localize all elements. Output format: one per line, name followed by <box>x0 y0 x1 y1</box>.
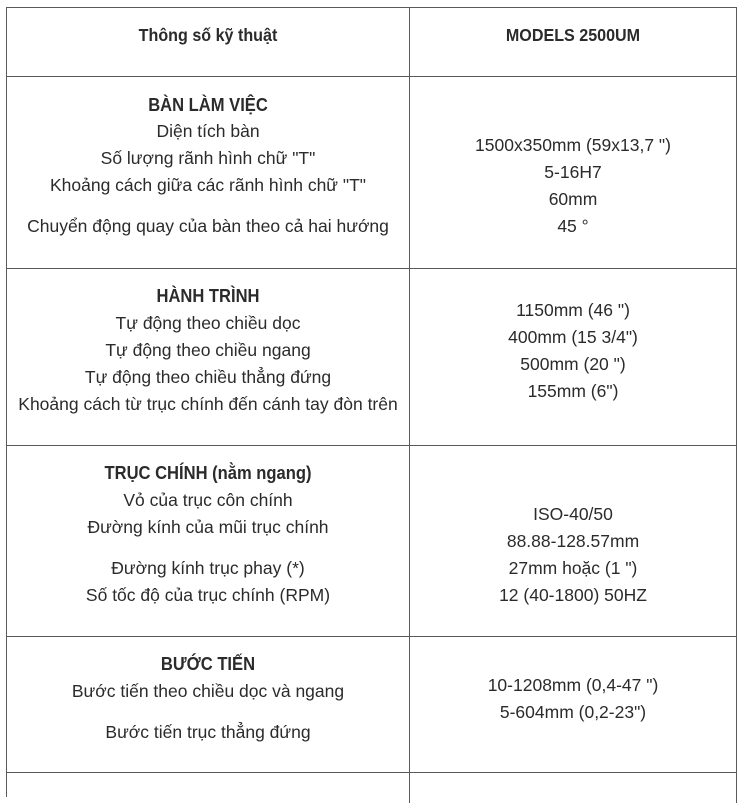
spec-value: 1500x350mm (59x13,7 ") <box>475 135 671 155</box>
partial-cell-right <box>410 773 737 803</box>
spec-value: 27mm hoặc (1 ") <box>508 558 638 578</box>
partial-cell-left <box>7 773 410 803</box>
spec-value: 12 (40-1800) 50HZ <box>499 585 647 605</box>
spec-label: Tự động theo chiều dọc <box>115 313 301 333</box>
work-table-values-cell <box>410 77 737 268</box>
spec-value: ISO-40/50 <box>533 504 613 524</box>
header-model-label: MODELS 2500UM <box>505 25 641 45</box>
spec-label: Chuyển động quay của bàn theo cả hai hướng <box>27 216 389 236</box>
header-cell-spec <box>7 8 410 76</box>
travel-values-cell <box>410 269 737 445</box>
header-spec-label: Thông số kỹ thuật <box>138 25 278 45</box>
spec-label: Bước tiến trục thẳng đứng <box>105 722 311 742</box>
table-row-feed <box>7 637 737 773</box>
section-title: TRỤC CHÍNH (nằm ngang) <box>104 463 312 483</box>
work-table-labels-cell <box>7 77 410 268</box>
spec-label: Đường kính của mũi trục chính <box>87 517 329 537</box>
spec-label: Vỏ của trục côn chính <box>123 490 293 510</box>
table-row-work-table <box>7 77 737 269</box>
spec-label: Đường kính trục phay (*) <box>111 558 305 578</box>
spec-label: Tự động theo chiều thẳng đứng <box>84 367 332 387</box>
spec-value: 155mm (6") <box>527 381 619 401</box>
spec-label: Khoảng cách từ trục chính đến cánh tay đòn trên <box>18 394 398 414</box>
section-title: BƯỚC TIẾN <box>160 654 256 674</box>
spindle-labels-cell <box>7 446 410 636</box>
spec-value: 500mm (20 ") <box>520 354 626 374</box>
table-header-row <box>7 8 737 77</box>
spec-table <box>6 7 737 797</box>
spec-label: Bước tiến theo chiều dọc và ngang <box>71 681 345 701</box>
feed-labels-cell <box>7 637 410 772</box>
spec-label: Số lượng rãnh hình chữ "T" <box>100 148 316 168</box>
travel-labels-cell <box>7 269 410 445</box>
spec-value: 400mm (15 3/4") <box>508 327 638 347</box>
spec-value: 5-16H7 <box>544 162 602 182</box>
header-cell-model <box>410 8 737 76</box>
spec-label: Tự động theo chiều ngang <box>105 340 311 360</box>
spec-value: 1150mm (46 ") <box>516 300 630 320</box>
spec-value: 45 ° <box>557 216 589 236</box>
spindle-values-cell <box>410 446 737 636</box>
table-row-travel <box>7 269 737 446</box>
spec-value: 5-604mm (0,2-23") <box>499 702 647 722</box>
spec-label: Diện tích bàn <box>156 121 260 141</box>
section-title: HÀNH TRÌNH <box>156 286 260 306</box>
table-row-spindle <box>7 446 737 637</box>
spec-value: 60mm <box>548 189 598 209</box>
feed-values-cell <box>410 637 737 772</box>
spec-label: Số tốc độ của trục chính (RPM) <box>85 585 331 605</box>
spec-label: Khoảng cách giữa các rãnh hình chữ "T" <box>49 175 367 195</box>
section-title: BÀN LÀM VIỆC <box>148 95 268 115</box>
spec-value: 88.88-128.57mm <box>506 531 640 551</box>
spec-value: 10-1208mm (0,4-47 ") <box>487 675 659 695</box>
table-row-partial <box>7 773 737 803</box>
